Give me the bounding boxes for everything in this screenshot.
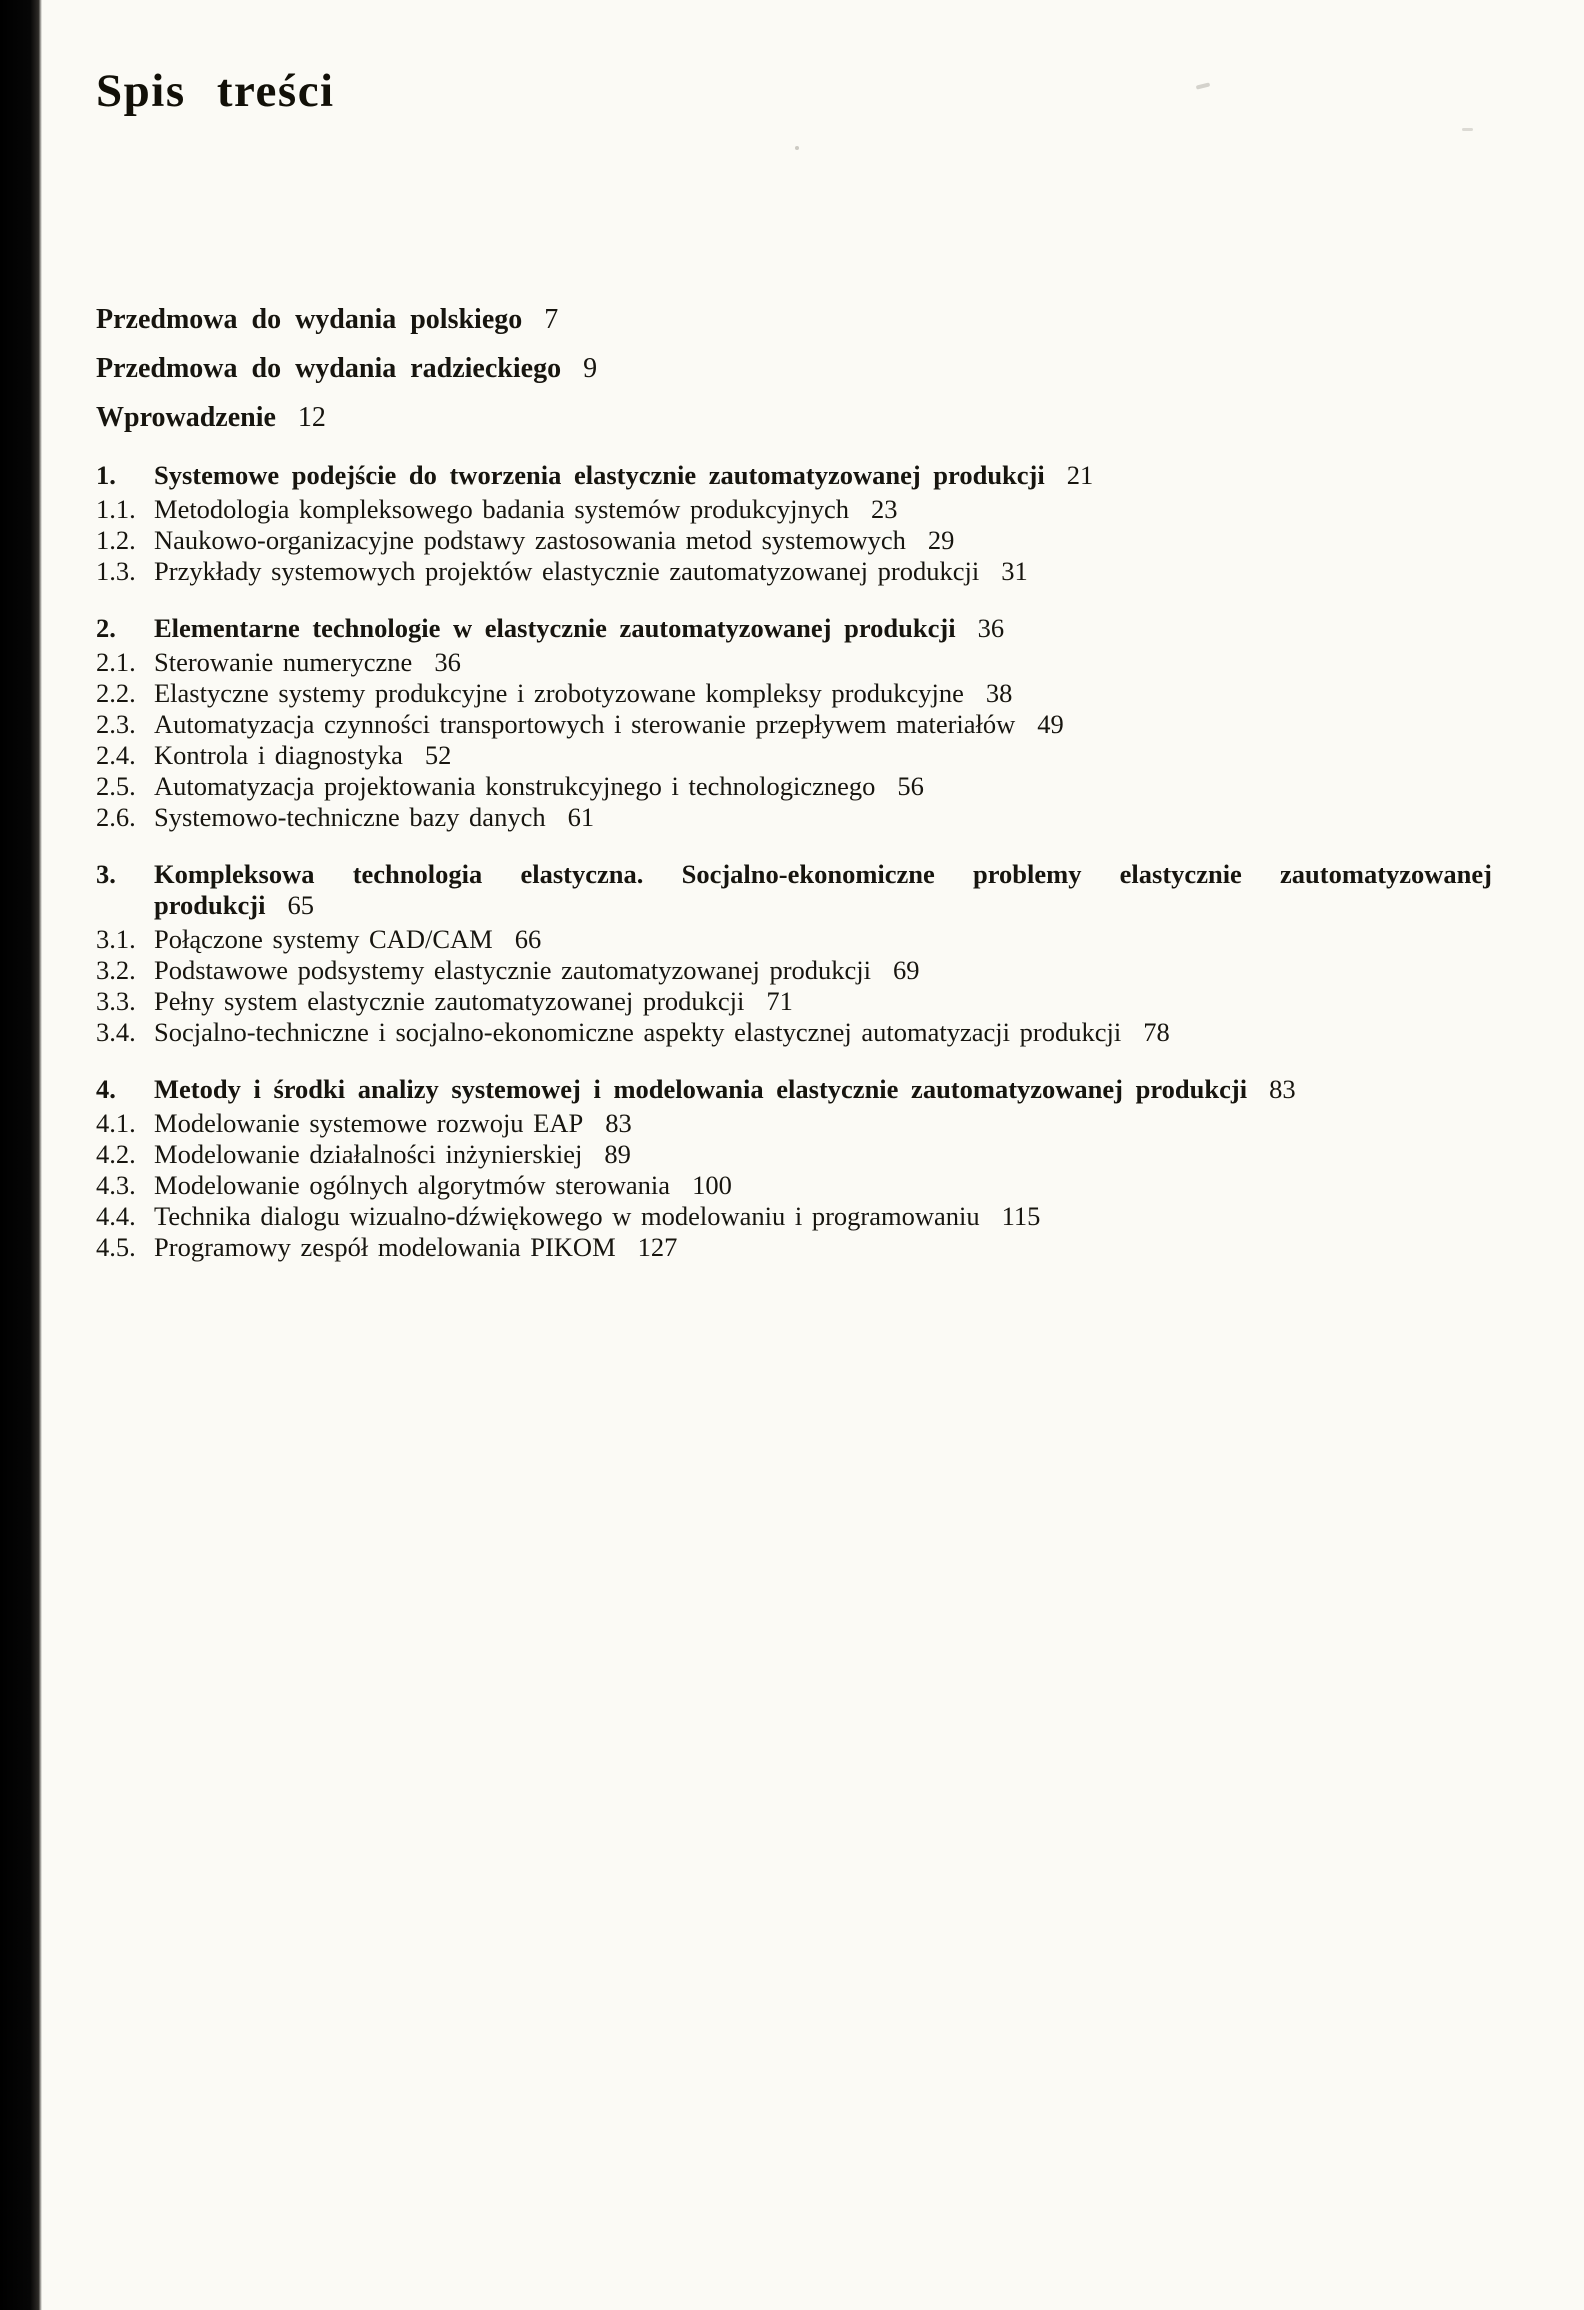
section-page: 89 [604, 1139, 631, 1169]
toc-entry [96, 924, 1492, 955]
section-title: Pełny system elastycznie zautomatyzowanej produkcji [154, 986, 745, 1016]
chapter-title-line [154, 859, 1492, 921]
section-page: 36 [434, 647, 461, 677]
section-page: 66 [514, 924, 542, 954]
section-number: 1.2. [96, 525, 136, 555]
section-page: 115 [1001, 1201, 1041, 1231]
page-title: Spis treści [96, 65, 335, 117]
chapter-page: 83 [1269, 1074, 1296, 1104]
chapter-2 [96, 613, 1492, 833]
section-title: Socjalno-techniczne i socjalno-ekonomiczne aspekty elastycznej automatyzacji produkcji [154, 1017, 1122, 1047]
chapter-heading [96, 859, 1492, 921]
toc-entry-label: Wprowadzenie [96, 402, 276, 433]
section-number: 2.6. [96, 802, 136, 832]
chapter-title: Elementarne technologie w elastycznie zautomatyzowanej produkcji [154, 613, 956, 643]
section-title: Modelowanie systemowe rozwoju EAP [154, 1108, 584, 1138]
section-number: 4.5. [96, 1232, 136, 1262]
section-number: 3.3. [96, 986, 136, 1016]
section-title: Modelowanie ogólnych algorytmów sterowania [154, 1170, 671, 1200]
section-number: 3.4. [96, 1017, 136, 1047]
section-title: Systemowo-techniczne bazy danych [154, 802, 546, 832]
section-title-line [154, 1139, 1492, 1170]
section-title: Sterowanie numeryczne [154, 647, 413, 677]
toc-entry [96, 986, 1492, 1017]
section-page: 23 [870, 494, 898, 524]
section-number: 2.1. [96, 647, 136, 677]
section-title: Automatyzacja czynności transportowych i sterowanie przepływem materiałów [154, 709, 1016, 739]
toc-entry-page: 9 [583, 353, 598, 384]
section-title: Automatyzacja projektowania konstrukcyjnego i technologicznego [154, 771, 876, 801]
section-title-line [154, 709, 1492, 740]
front-matter [96, 304, 1492, 434]
toc-entry [96, 402, 1492, 434]
section-page: 83 [605, 1108, 632, 1138]
toc-entry [96, 353, 1492, 385]
section-title-line [154, 1232, 1492, 1263]
toc-entry [96, 556, 1492, 587]
section-title-line [154, 924, 1492, 955]
chapter-number: 3. [96, 859, 116, 889]
section-page: 71 [766, 986, 793, 1016]
toc-page [96, 64, 1492, 1263]
section-title-line [154, 1017, 1492, 1048]
toc-entry [96, 647, 1492, 678]
toc-entry [96, 709, 1492, 740]
section-title: Naukowo-organizacyjne podstawy zastosowania metod systemowych [154, 525, 906, 555]
section-page: 38 [985, 678, 1013, 708]
chapter-page: 65 [287, 890, 314, 920]
toc-entry [96, 1017, 1492, 1048]
section-title-line [154, 1170, 1492, 1201]
section-page: 78 [1143, 1017, 1170, 1047]
chapter-number: 2. [96, 613, 116, 643]
section-page: 29 [927, 525, 955, 555]
section-page: 69 [893, 955, 920, 985]
section-number: 1.1. [96, 494, 136, 524]
toc-entry-page: 7 [544, 304, 559, 335]
section-page: 100 [692, 1170, 732, 1200]
section-number: 2.4. [96, 740, 136, 770]
toc-entry [96, 1170, 1492, 1201]
chapter-heading [96, 1074, 1492, 1105]
chapter-heading [96, 460, 1492, 491]
toc-entry-page: 12 [297, 402, 326, 433]
section-page: 52 [424, 740, 452, 770]
toc-entry [96, 304, 1492, 336]
chapter-number: 4. [96, 1074, 116, 1104]
section-number: 3.2. [96, 955, 136, 985]
section-title: Kontrola i diagnostyka [154, 740, 403, 770]
toc-entry [96, 955, 1492, 986]
section-number: 2.5. [96, 771, 136, 801]
chapter-1 [96, 460, 1492, 587]
toc-entry-label: Przedmowa do wydania radzieckiego [96, 353, 562, 384]
section-title: Połączone systemy CAD/CAM [154, 924, 493, 954]
chapter-page: 36 [977, 613, 1005, 643]
toc-entry [96, 740, 1492, 771]
toc-entry [96, 1232, 1492, 1263]
section-title-line [154, 986, 1492, 1017]
section-title-line [154, 802, 1492, 833]
section-title-line [154, 955, 1492, 986]
section-title: Metodologia kompleksowego badania systemów produkcyjnych [154, 494, 849, 524]
section-title-line [154, 771, 1492, 802]
section-page: 127 [637, 1232, 678, 1262]
section-title-line [154, 556, 1492, 587]
section-title: Podstawowe podsystemy elastycznie zautomatyzowanej produkcji [154, 955, 872, 985]
toc-entry [96, 494, 1492, 525]
chapter-title-line [154, 460, 1492, 491]
section-number: 4.2. [96, 1139, 136, 1169]
chapter-title: Kompleksowa technologia elastyczna. Socjalno-ekonomiczne problemy elastycznie zautomatyzowanej produkcji [154, 859, 1492, 920]
section-number: 1.3. [96, 556, 136, 586]
chapter-3 [96, 859, 1492, 1048]
chapter-title-line [154, 613, 1492, 644]
section-number: 2.2. [96, 678, 136, 708]
toc-entry [96, 525, 1492, 556]
section-title-line [154, 647, 1492, 678]
section-title-line [154, 525, 1492, 556]
toc-entry [96, 771, 1492, 802]
chapter-heading [96, 613, 1492, 644]
section-title-line [154, 1201, 1492, 1232]
section-page: 31 [1001, 556, 1028, 586]
toc-entry [96, 802, 1492, 833]
chapter-page: 21 [1066, 460, 1094, 490]
section-title-line [154, 494, 1492, 525]
section-title: Przykłady systemowych projektów elastycznie zautomatyzowanej produkcji [154, 556, 980, 586]
chapter-4 [96, 1074, 1492, 1263]
section-page: 56 [897, 771, 924, 801]
toc-entry [96, 1108, 1492, 1139]
chapter-title: Systemowe podejście do tworzenia elastycznie zautomatyzowanej produkcji [154, 460, 1045, 490]
scan-binding-edge [0, 0, 42, 2310]
section-title-line [154, 740, 1492, 771]
section-page: 61 [567, 802, 595, 832]
section-title: Programowy zespół modelowania PIKOM [154, 1232, 616, 1262]
section-number: 2.3. [96, 709, 136, 739]
toc-entry-label: Przedmowa do wydania polskiego [96, 304, 523, 335]
chapter-title: Metody i środki analizy systemowej i modelowania elastycznie zautomatyzowanej produkcji [154, 1074, 1248, 1104]
chapter-number: 1. [96, 460, 116, 490]
section-number: 4.1. [96, 1108, 136, 1138]
section-number: 4.3. [96, 1170, 136, 1200]
section-number: 3.1. [96, 924, 136, 954]
section-number: 4.4. [96, 1201, 136, 1231]
section-title-line [154, 678, 1492, 709]
section-page: 49 [1037, 709, 1064, 739]
toc-entry [96, 1139, 1492, 1170]
chapter-title-line [154, 1074, 1492, 1105]
section-title: Modelowanie działalności inżynierskiej [154, 1139, 583, 1169]
toc-entry [96, 678, 1492, 709]
section-title-line [154, 1108, 1492, 1139]
section-title: Elastyczne systemy produkcyjne i zrobotyzowane kompleksy produkcyjne [154, 678, 964, 708]
section-title: Technika dialogu wizualno-dźwiękowego w modelowaniu i programowaniu [154, 1201, 980, 1231]
toc-entry [96, 1201, 1492, 1232]
